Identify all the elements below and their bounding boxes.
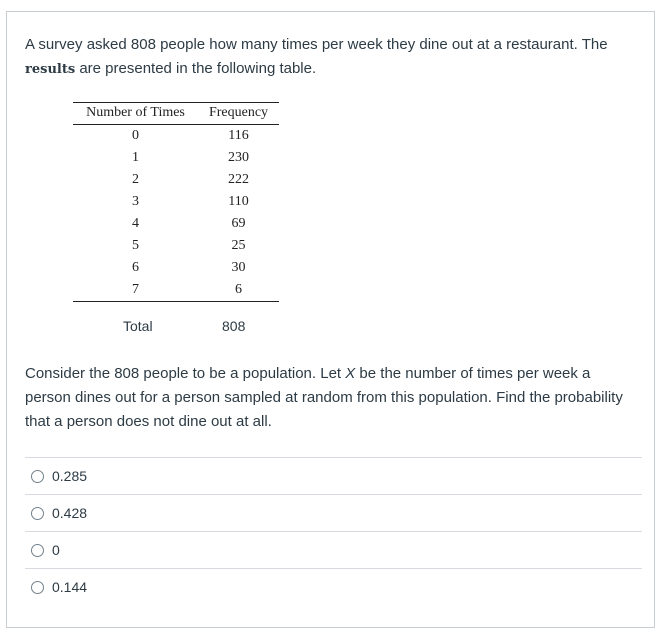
frequency-cell: 116: [228, 128, 249, 143]
table-row: [73, 235, 279, 257]
total-label: Total: [123, 318, 153, 334]
answer-list: [25, 457, 642, 605]
frequency-cell: 69: [231, 216, 246, 231]
question-text-end: be the number of times per week a person dines out for a person sampled at random from this population. Find the probability that a person does not dine out at all.: [25, 365, 623, 430]
answer-option[interactable]: [25, 531, 642, 568]
intro-results-word: results: [25, 62, 76, 77]
radio-button[interactable]: [31, 470, 44, 483]
table-row: [73, 191, 279, 213]
frequency-cell: 25: [231, 238, 246, 253]
table-row: [73, 279, 279, 302]
times-cell: 3: [132, 194, 139, 209]
table-row: [73, 213, 279, 235]
question-intro: [25, 33, 645, 82]
answer-label: 0: [52, 542, 60, 558]
radio-button[interactable]: [31, 544, 44, 557]
times-cell: 0: [132, 128, 139, 143]
times-cell: 7: [73, 279, 198, 302]
column-header-frequency: Frequency: [198, 103, 279, 125]
intro-text-end: are presented in the following table.: [75, 60, 317, 77]
question-card: [6, 11, 655, 628]
question-prompt: [25, 362, 635, 434]
answer-label: 0.285: [52, 468, 88, 484]
times-cell: 6: [132, 260, 139, 275]
frequency-table: [73, 102, 279, 302]
column-header-number-of-times: Number of Times: [73, 103, 198, 125]
times-cell: 5: [132, 238, 139, 253]
times-cell: 4: [132, 216, 139, 231]
table-row: [73, 169, 279, 191]
answer-option[interactable]: [25, 494, 642, 531]
times-cell: 2: [132, 172, 139, 187]
frequency-cell: 30: [231, 260, 246, 275]
total-value: 808: [222, 318, 246, 334]
intro-text: A survey asked 808 people how many times per week they dine out at a restaurant. The: [25, 36, 608, 53]
variable-x: X: [345, 365, 356, 382]
table-row: [73, 147, 279, 169]
table-header-row: [73, 103, 279, 125]
times-cell: 1: [132, 150, 139, 165]
answer-option[interactable]: [25, 457, 642, 494]
answer-label: 0.144: [52, 579, 88, 595]
table-row: [73, 125, 279, 148]
frequency-cell: 222: [228, 172, 249, 187]
frequency-cell: 230: [228, 150, 249, 165]
table-row: [73, 257, 279, 279]
frequency-cell: 110: [228, 194, 249, 209]
frequency-cell: 6: [198, 279, 279, 302]
radio-button[interactable]: [31, 581, 44, 594]
answer-label: 0.428: [52, 505, 88, 521]
question-text-start: Consider the 808 people to be a population. Let: [25, 365, 346, 382]
radio-button[interactable]: [31, 507, 44, 520]
answer-option[interactable]: [25, 568, 642, 605]
